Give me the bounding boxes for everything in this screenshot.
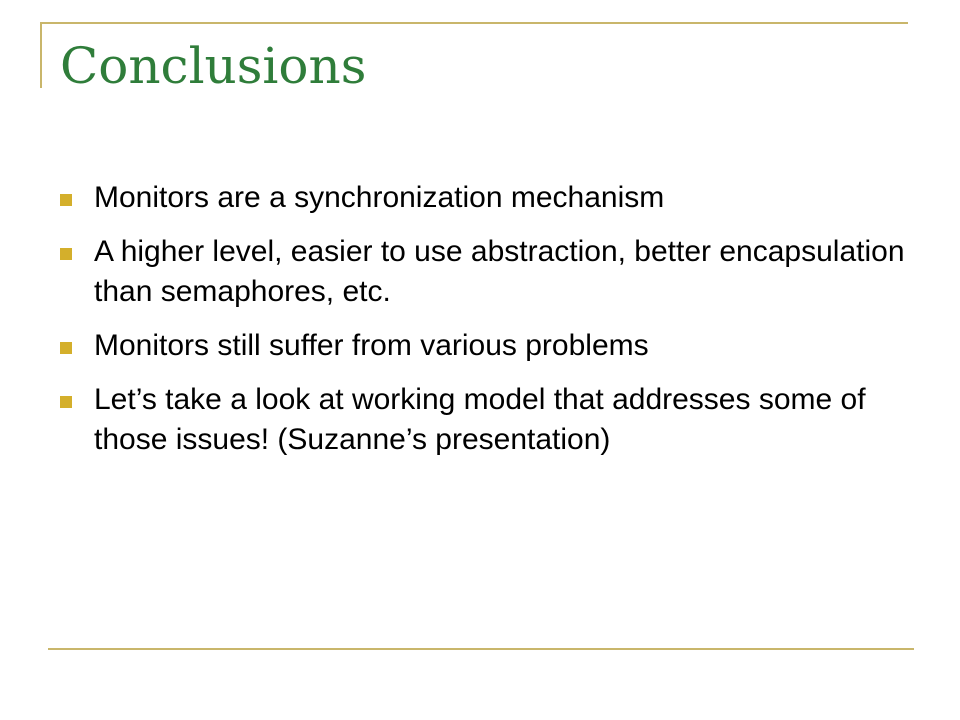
bullet-list <box>60 178 920 474</box>
square-bullet-icon <box>60 248 72 260</box>
bullet-item <box>60 380 920 460</box>
square-bullet-icon <box>60 194 72 206</box>
bullet-text: A higher level, easier to use abstraction, better encapsulation than semaphores, etc. <box>94 235 905 308</box>
bullet-item <box>60 326 920 366</box>
top-rule <box>40 22 908 24</box>
square-bullet-icon <box>60 342 72 354</box>
bullet-text: Monitors are a synchronization mechanism <box>94 181 665 214</box>
left-rule <box>40 22 42 88</box>
slide-title: Conclusions <box>60 37 367 95</box>
bullet-text: Let’s take a look at working model that addresses some of those issues! (Suzanne’s presentation) <box>94 383 866 456</box>
bottom-rule <box>48 648 914 650</box>
square-bullet-icon <box>60 396 72 408</box>
bullet-item <box>60 178 920 218</box>
bullet-item <box>60 232 920 312</box>
bullet-text: Monitors still suffer from various problems <box>94 329 649 362</box>
